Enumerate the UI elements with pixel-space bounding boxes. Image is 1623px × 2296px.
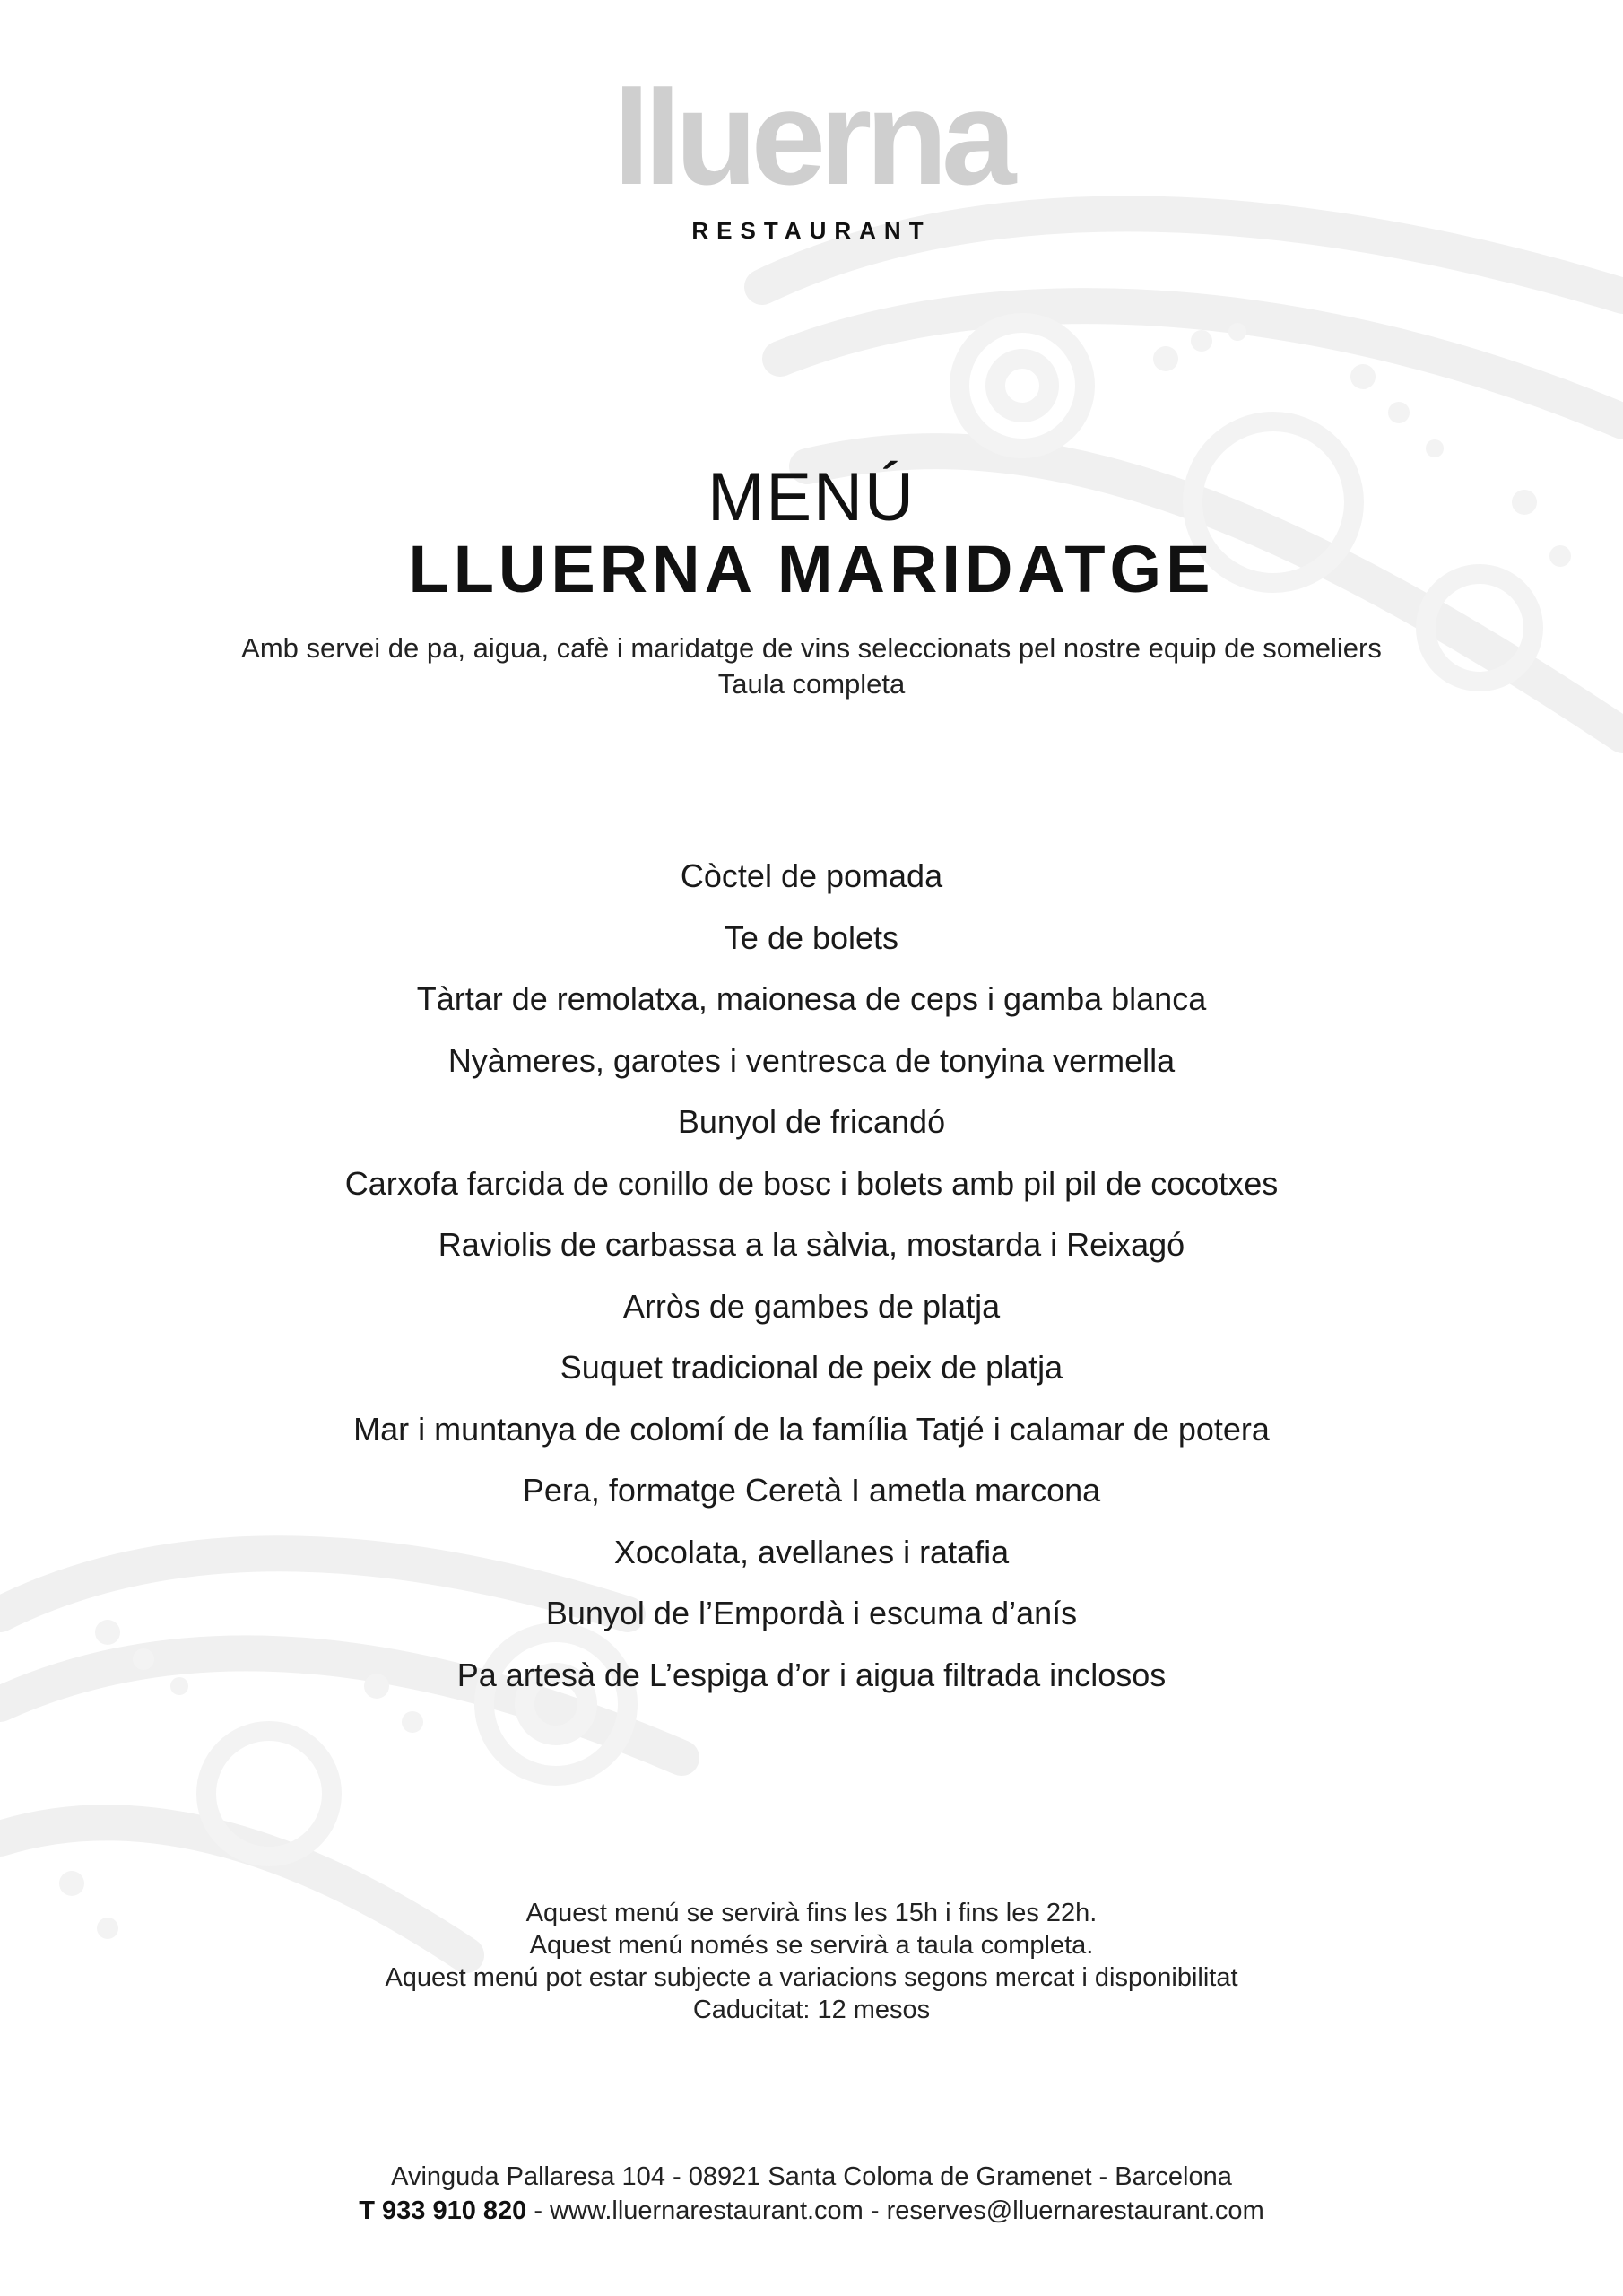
dish-item: Te de bolets bbox=[724, 918, 899, 956]
dish-item: Raviolis de carbassa a la sàlvia, mostarda i Reixagó bbox=[438, 1226, 1185, 1263]
dish-list bbox=[0, 846, 1623, 1706]
dish-item: Xocolata, avellanes i ratafia bbox=[613, 1533, 1010, 1570]
dish-item: Pa artesà de L’espiga d’or i aigua filtrada inclosos bbox=[456, 1656, 1167, 1693]
footer-web-email: - www.lluernarestaurant.com - reserves@lluernarestaurant.com bbox=[526, 2196, 1264, 2225]
description-line: Amb servei de pa, aigua, cafè i maridatge de vins seleccionats pel nostre equip de someliers bbox=[241, 632, 1382, 664]
footer-phone: T 933 910 820 bbox=[359, 2196, 527, 2225]
description-line: Taula completa bbox=[717, 668, 906, 700]
menu-description bbox=[0, 631, 1623, 702]
dish-item: Bunyol de l’Empordà i escuma d’anís bbox=[545, 1595, 1078, 1631]
footer bbox=[0, 2160, 1623, 2228]
restaurant-subtitle: RESTAURANT bbox=[691, 217, 932, 244]
restaurant-logo: lluerna bbox=[612, 62, 1011, 213]
menu-notes bbox=[0, 1897, 1623, 2026]
footer-address: Avinguda Pallaresa 104 - 08921 Santa Coloma de Gramenet - Barcelona bbox=[391, 2162, 1232, 2191]
dish-item: Pera, formatge Ceretà I ametla marcona bbox=[522, 1472, 1101, 1509]
dish-item: Còctel de pomada bbox=[680, 857, 943, 894]
dish-item: Carxofa farcida de conillo de bosc i bolets amb pil pil de cocotxes bbox=[344, 1164, 1279, 1202]
dish-item: Bunyol de fricandó bbox=[677, 1103, 946, 1140]
menu-title: MENÚ bbox=[707, 459, 916, 535]
dish-item: Tàrtar de remolatxa, maionesa de ceps i gamba blanca bbox=[416, 980, 1207, 1017]
note-line: Caducitat: 12 mesos bbox=[692, 1996, 931, 2024]
dish-item: Mar i muntanya de colomí de la família Tatjé i calamar de potera bbox=[353, 1410, 1270, 1448]
dish-item: Suquet tradicional de peix de platja bbox=[560, 1349, 1063, 1386]
note-line: Aquest menú pot estar subjecte a variacions segons mercat i disponibilitat bbox=[385, 1963, 1238, 1992]
note-line: Aquest menú se servirà fins les 15h i fins les 22h. bbox=[525, 1899, 1098, 1927]
note-line: Aquest menú només se servirà a taula completa. bbox=[529, 1931, 1094, 1960]
menu-name: LLUERNA MARIDATGE bbox=[408, 532, 1215, 606]
dish-item: Arròs de gambes de platja bbox=[622, 1287, 1001, 1325]
footer-contact bbox=[0, 2194, 1623, 2228]
dish-item: Nyàmeres, garotes i ventresca de tonyina vermella bbox=[447, 1041, 1176, 1079]
